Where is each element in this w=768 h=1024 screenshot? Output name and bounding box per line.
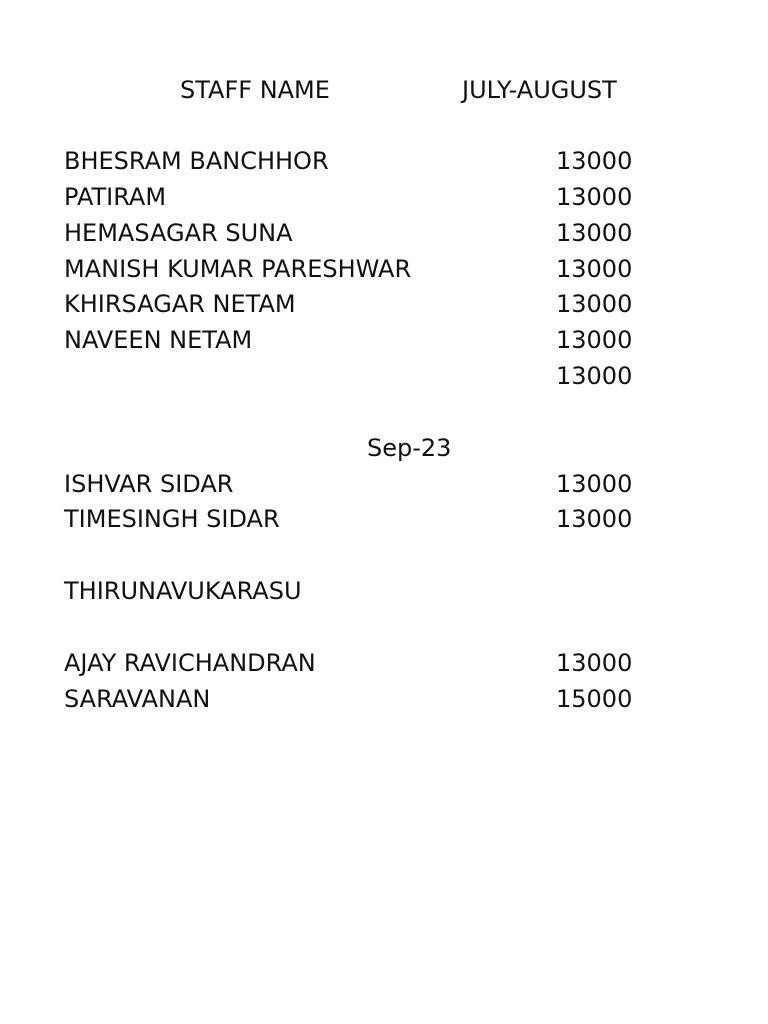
staff-name-header: STAFF NAME [180, 76, 330, 104]
staff-amount: 15000 [556, 685, 633, 713]
staff-amount: 13000 [556, 219, 633, 247]
staff-name: AJAY RAVICHANDRAN [64, 649, 316, 677]
staff-name: KHIRSAGAR NETAM [64, 290, 296, 318]
staff-name: SARAVANAN [64, 685, 211, 713]
staff-name: ISHVAR SIDAR [64, 470, 234, 498]
staff-name: PATIRAM [64, 183, 167, 211]
staff-amount: 13000 [556, 470, 633, 498]
staff-amount: 13000 [556, 326, 633, 354]
staff-amount: 13000 [556, 255, 633, 283]
staff-amount: 13000 [556, 147, 633, 175]
staff-name: MANISH KUMAR PARESHWAR [64, 255, 412, 283]
staff-amount: 13000 [556, 290, 633, 318]
staff-amount: 13000 [556, 183, 633, 211]
staff-name-solo: THIRUNAVUKARASU [64, 577, 302, 605]
period-header: JULY-AUGUST [462, 76, 617, 104]
staff-amount: 13000 [556, 505, 633, 533]
staff-name: NAVEEN NETAM [64, 326, 253, 354]
period-label-sep-23: Sep-23 [367, 434, 452, 462]
extra-amount: 13000 [556, 362, 633, 390]
staff-name: TIMESINGH SIDAR [64, 505, 280, 533]
staff-name: HEMASAGAR SUNA [64, 219, 293, 247]
staff-name: BHESRAM BANCHHOR [64, 147, 329, 175]
staff-amount: 13000 [556, 649, 633, 677]
